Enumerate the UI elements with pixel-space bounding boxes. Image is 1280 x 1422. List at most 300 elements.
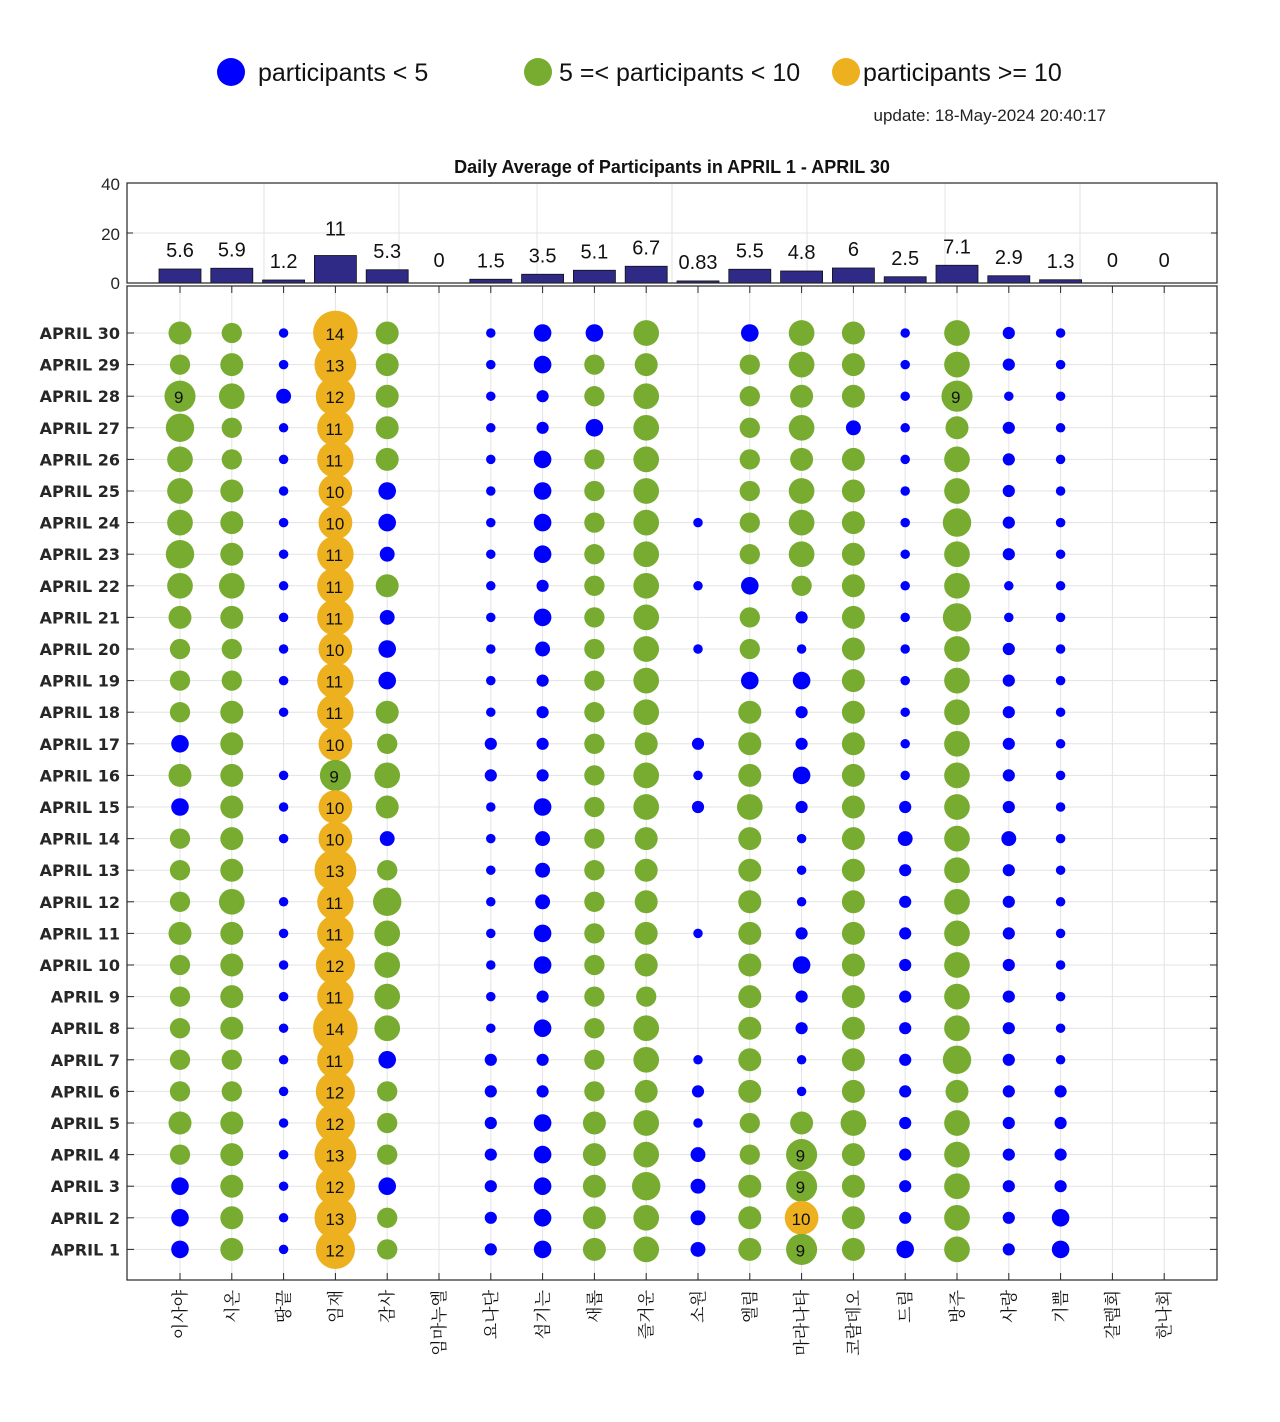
bubble-value-label: 9 [329, 767, 339, 787]
bubble-즐거운-APRIL-3 [632, 1172, 660, 1200]
bubble-섬기는-APRIL-7 [537, 1054, 549, 1066]
bubble-소원-APRIL-22 [693, 581, 703, 591]
bubble-감사-APRIL-14 [380, 831, 395, 846]
bubble-드림-APRIL-11 [899, 927, 911, 939]
bubble-value-label: 13 [325, 1209, 345, 1229]
bubble-땅끝-APRIL-5 [279, 1118, 289, 1128]
bubble-방주-APRIL-18 [944, 699, 970, 725]
bar-즐거운 [625, 266, 667, 283]
bubble-기쁨-APRIL-5 [1055, 1117, 1067, 1129]
bubble-소원-APRIL-20 [693, 644, 703, 654]
bubble-땅끝-APRIL-2 [279, 1213, 289, 1223]
bubble-시온-APRIL-3 [220, 1175, 243, 1198]
bubble-방주-APRIL-23 [944, 541, 970, 567]
bubble-감사-APRIL-23 [380, 547, 395, 562]
bubble-엘림-APRIL-26 [740, 449, 760, 469]
bubble-즐거운-APRIL-8 [633, 1015, 659, 1041]
bubble-기쁨-APRIL-10 [1056, 960, 1066, 970]
bubble-땅끝-APRIL-7 [279, 1055, 289, 1065]
bubble-시온-APRIL-18 [220, 701, 243, 724]
row-label: APRIL 29 [39, 355, 120, 375]
row-label: APRIL 25 [39, 482, 120, 501]
bubble-방주-APRIL-7 [943, 1046, 971, 1074]
bubble-감사-APRIL-11 [374, 921, 400, 947]
bubble-땅끝-APRIL-21 [279, 613, 289, 623]
bubble-요나단-APRIL-19 [486, 676, 496, 686]
bubble-감사-APRIL-10 [374, 952, 400, 978]
row-label: APRIL 11 [39, 924, 120, 944]
bubble-이사야-APRIL-22 [167, 573, 193, 599]
bubble-사랑-APRIL-30 [1003, 327, 1015, 339]
bubble-새롭-APRIL-16 [584, 765, 604, 785]
bubble-코람데오-APRIL-20 [842, 638, 865, 661]
bubble-value-label: 13 [325, 1146, 345, 1166]
bubble-기쁨-APRIL-2 [1052, 1209, 1070, 1227]
bubble-마라나타-APRIL-27 [789, 415, 815, 441]
bubble-드림-APRIL-17 [900, 739, 910, 749]
bubble-즐거운-APRIL-30 [633, 320, 659, 346]
bubble-즐거운-APRIL-9 [636, 986, 656, 1006]
bubble-기쁨-APRIL-21 [1056, 613, 1066, 623]
bubble-섬기는-APRIL-30 [534, 324, 552, 342]
bubble-시온-APRIL-23 [220, 543, 243, 566]
bubble-코람데오-APRIL-3 [842, 1175, 865, 1198]
bubble-섬기는-APRIL-12 [535, 894, 550, 909]
bubble-이사야-APRIL-11 [169, 922, 192, 945]
bubble-사랑-APRIL-5 [1003, 1117, 1015, 1129]
bubble-즐거운-APRIL-12 [635, 890, 658, 913]
bubble-땅끝-APRIL-22 [279, 581, 289, 591]
bubble-드림-APRIL-29 [900, 360, 910, 370]
bubble-chart-grid [127, 286, 1217, 1280]
column-label: 기쁨 [1051, 1290, 1072, 1323]
bubble-섬기는-APRIL-25 [534, 482, 552, 500]
bubble-엘림-APRIL-1 [738, 1238, 761, 1261]
bubble-value-label: 11 [325, 893, 344, 913]
bar-value-label: 6 [847, 239, 859, 261]
bar-chart-y-axis [101, 175, 120, 293]
bubble-value-label: 12 [325, 388, 345, 408]
row-label: APRIL 9 [50, 987, 120, 1007]
bubble-요나단-APRIL-4 [485, 1149, 497, 1161]
bubble-엘림-APRIL-7 [738, 1048, 761, 1071]
bubble-기쁨-APRIL-1 [1052, 1241, 1070, 1259]
bubble-감사-APRIL-25 [378, 482, 396, 500]
update-timestamp: update: 18-May-2024 20:40:17 [873, 106, 1106, 125]
row-label: APRIL 18 [39, 703, 120, 723]
bubble-드림-APRIL-3 [899, 1180, 911, 1192]
bubble-사랑-APRIL-6 [1003, 1085, 1015, 1097]
bubble-드림-APRIL-9 [899, 991, 911, 1003]
bubble-방주-APRIL-12 [944, 889, 970, 915]
bar-감사 [366, 270, 408, 283]
bubble-value-label: 11 [325, 925, 344, 945]
bubble-chart-row-labels [40, 324, 120, 1259]
bubble-코람데오-APRIL-13 [842, 859, 865, 882]
bubble-기쁨-APRIL-8 [1056, 1023, 1066, 1033]
legend-marker-mid [524, 58, 552, 86]
row-label: APRIL 17 [39, 734, 120, 754]
bubble-이사야-APRIL-9 [170, 986, 190, 1006]
bubble-기쁨-APRIL-9 [1056, 992, 1066, 1002]
bubble-요나단-APRIL-22 [486, 581, 496, 591]
legend-label-low: participants < 5 [258, 59, 429, 87]
bubble-새롭-APRIL-6 [584, 1081, 604, 1101]
bubble-코람데오-APRIL-28 [842, 385, 865, 408]
bubble-이사야-APRIL-25 [167, 478, 193, 504]
row-label: APRIL 7 [50, 1050, 120, 1070]
bubble-이사야-APRIL-10 [170, 955, 190, 975]
bubble-새롭-APRIL-17 [584, 734, 604, 754]
column-label: 임마누엘 [430, 1290, 450, 1356]
bubble-series [164, 311, 1069, 1269]
bubble-마라나타-APRIL-13 [797, 865, 807, 875]
bubble-사랑-APRIL-19 [1003, 675, 1015, 687]
bubble-마라나타-APRIL-28 [790, 385, 813, 408]
bubble-방주-APRIL-13 [944, 857, 970, 883]
bubble-섬기는-APRIL-27 [537, 422, 549, 434]
bubble-시온-APRIL-5 [220, 1112, 243, 1135]
bubble-마라나타-APRIL-18 [796, 706, 808, 718]
bubble-드림-APRIL-16 [900, 771, 910, 781]
bubble-마라나타-APRIL-5 [790, 1112, 813, 1135]
bubble-시온-APRIL-1 [220, 1238, 243, 1261]
bubble-소원-APRIL-17 [692, 738, 704, 750]
bubble-땅끝-APRIL-12 [279, 897, 289, 907]
row-label: APRIL 24 [39, 513, 120, 533]
bubble-드림-APRIL-26 [900, 455, 910, 465]
bubble-요나단-APRIL-7 [485, 1054, 497, 1066]
bubble-땅끝-APRIL-15 [279, 802, 289, 812]
bubble-섬기는-APRIL-11 [534, 925, 552, 943]
bubble-사랑-APRIL-17 [1003, 738, 1015, 750]
bubble-땅끝-APRIL-3 [279, 1181, 289, 1191]
bubble-이사야-APRIL-17 [171, 735, 189, 753]
bubble-소원-APRIL-2 [691, 1210, 706, 1225]
bubble-즐거운-APRIL-26 [633, 447, 659, 473]
bubble-요나단-APRIL-6 [485, 1085, 497, 1097]
bar-value-label: 1.2 [269, 251, 298, 273]
bubble-기쁨-APRIL-26 [1056, 455, 1066, 465]
bubble-감사-APRIL-17 [377, 734, 397, 754]
bubble-땅끝-APRIL-27 [279, 423, 289, 433]
bubble-즐거운-APRIL-24 [633, 510, 659, 536]
bubble-이사야-APRIL-14 [170, 828, 190, 848]
bubble-기쁨-APRIL-18 [1056, 707, 1066, 717]
bar-value-label: 5.1 [580, 241, 609, 264]
bubble-시온-APRIL-24 [220, 511, 243, 534]
bubble-이사야-APRIL-29 [170, 354, 190, 374]
bubble-이사야-APRIL-3 [171, 1177, 189, 1195]
bubble-사랑-APRIL-3 [1003, 1180, 1015, 1192]
bubble-방주-APRIL-9 [944, 984, 970, 1010]
bubble-마라나타-APRIL-19 [793, 672, 811, 690]
bubble-사랑-APRIL-7 [1003, 1054, 1015, 1066]
bubble-코람데오-APRIL-22 [842, 574, 865, 597]
bubble-새롭-APRIL-26 [584, 449, 604, 469]
bubble-감사-APRIL-26 [376, 448, 399, 471]
bubble-value-label: 11 [325, 1051, 344, 1071]
bubble-방주-APRIL-1 [944, 1237, 970, 1263]
bubble-마라나타-APRIL-10 [793, 956, 811, 974]
bubble-요나단-APRIL-13 [486, 865, 496, 875]
bubble-드림-APRIL-27 [900, 423, 910, 433]
bubble-엘림-APRIL-28 [740, 386, 760, 406]
bubble-요나단-APRIL-10 [486, 960, 496, 970]
row-label: APRIL 14 [39, 829, 120, 849]
bubble-감사-APRIL-29 [376, 353, 399, 376]
bubble-감사-APRIL-5 [377, 1113, 397, 1133]
bubble-땅끝-APRIL-26 [279, 455, 289, 465]
bubble-소원-APRIL-15 [692, 801, 704, 813]
bubble-드림-APRIL-25 [900, 486, 910, 496]
bubble-사랑-APRIL-23 [1003, 548, 1015, 560]
bar-chart-title: Daily Average of Participants in APRIL 1 - APRIL 30 [454, 157, 890, 177]
bubble-섬기는-APRIL-6 [537, 1085, 549, 1097]
row-label: APRIL 4 [50, 1145, 120, 1165]
column-label: 시온 [222, 1290, 243, 1323]
bubble-요나단-APRIL-1 [485, 1243, 497, 1255]
bubble-코람데오-APRIL-26 [842, 448, 865, 471]
bubble-감사-APRIL-30 [376, 322, 399, 345]
bubble-chart-column-labels [170, 1289, 1175, 1355]
column-label: 즐거운 [637, 1290, 658, 1340]
bubble-방주-APRIL-19 [944, 668, 970, 694]
bubble-드림-APRIL-21 [900, 613, 910, 623]
bubble-마라나타-APRIL-22 [791, 576, 811, 596]
bubble-즐거운-APRIL-22 [633, 573, 659, 599]
bubble-땅끝-APRIL-30 [279, 328, 289, 338]
bubble-감사-APRIL-21 [380, 610, 395, 625]
bubble-드림-APRIL-5 [899, 1117, 911, 1129]
bar-value-label: 1.3 [1046, 250, 1075, 273]
bubble-이사야-APRIL-16 [169, 764, 192, 787]
bubble-기쁨-APRIL-22 [1056, 581, 1066, 591]
bubble-새롭-APRIL-9 [584, 986, 604, 1006]
bubble-사랑-APRIL-18 [1003, 706, 1015, 718]
bubble-즐거운-APRIL-28 [633, 383, 659, 409]
bar-value-label: 2.9 [994, 246, 1023, 269]
bubble-땅끝-APRIL-28 [276, 389, 291, 404]
bubble-감사-APRIL-13 [377, 860, 397, 880]
bubble-엘림-APRIL-5 [740, 1113, 760, 1133]
bubble-감사-APRIL-19 [378, 672, 396, 690]
bubble-새롭-APRIL-2 [583, 1206, 606, 1229]
bubble-새롭-APRIL-10 [584, 955, 604, 975]
bubble-방주-APRIL-22 [944, 573, 970, 599]
bubble-코람데오-APRIL-12 [842, 890, 865, 913]
bubble-이사야-APRIL-27 [166, 414, 194, 442]
bubble-요나단-APRIL-21 [486, 613, 496, 623]
bubble-value-label: 10 [325, 641, 345, 660]
bubble-섬기는-APRIL-28 [537, 390, 549, 402]
bubble-엘림-APRIL-20 [740, 639, 760, 659]
bubble-소원-APRIL-7 [693, 1055, 703, 1065]
bubble-요나단-APRIL-30 [486, 328, 496, 338]
bubble-시온-APRIL-7 [222, 1050, 242, 1070]
bubble-마라나타-APRIL-24 [789, 510, 815, 536]
bubble-요나단-APRIL-26 [486, 455, 496, 465]
bar-엘림 [729, 269, 771, 283]
bubble-사랑-APRIL-8 [1003, 1022, 1015, 1034]
bubble-섬기는-APRIL-17 [537, 738, 549, 750]
bubble-요나단-APRIL-11 [486, 929, 496, 939]
row-label: APRIL 5 [50, 1114, 120, 1133]
bubble-요나단-APRIL-16 [485, 769, 497, 781]
bubble-땅끝-APRIL-20 [279, 644, 289, 654]
bubble-value-label: 10 [791, 1209, 811, 1229]
bubble-사랑-APRIL-1 [1003, 1243, 1015, 1255]
row-label: APRIL 12 [39, 892, 120, 912]
bubble-사랑-APRIL-25 [1003, 485, 1015, 497]
bubble-즐거운-APRIL-16 [633, 763, 659, 789]
bubble-value-label: 10 [325, 799, 345, 818]
bubble-마라나타-APRIL-26 [790, 448, 813, 471]
bubble-사랑-APRIL-14 [1001, 831, 1016, 846]
bubble-시온-APRIL-19 [222, 670, 242, 690]
row-label: APRIL 23 [39, 545, 120, 565]
bubble-새롭-APRIL-29 [584, 354, 604, 374]
bubble-즐거운-APRIL-6 [635, 1080, 658, 1103]
bubble-마라나타-APRIL-30 [789, 320, 815, 346]
bubble-기쁨-APRIL-11 [1056, 929, 1066, 939]
bubble-코람데오-APRIL-29 [842, 353, 865, 376]
bubble-방주-APRIL-27 [946, 416, 969, 439]
bubble-요나단-APRIL-12 [486, 897, 496, 907]
bubble-섬기는-APRIL-10 [534, 956, 552, 974]
bubble-value-label: 9 [795, 1178, 806, 1198]
bubble-즐거운-APRIL-25 [633, 478, 659, 504]
bubble-요나단-APRIL-5 [485, 1117, 497, 1129]
bubble-요나단-APRIL-28 [486, 391, 496, 401]
bubble-섬기는-APRIL-20 [535, 642, 550, 657]
bar-이사야 [159, 269, 201, 283]
bubble-드림-APRIL-19 [900, 676, 910, 686]
bubble-땅끝-APRIL-18 [279, 707, 289, 717]
bubble-value-label: 11 [325, 451, 344, 471]
bubble-이사야-APRIL-20 [170, 639, 190, 659]
column-label: 이사야 [171, 1290, 191, 1340]
bubble-이사야-APRIL-7 [170, 1050, 190, 1070]
bubble-코람데오-APRIL-15 [842, 796, 865, 819]
bubble-방주-APRIL-25 [944, 478, 970, 504]
bubble-새롭-APRIL-7 [584, 1050, 604, 1070]
bubble-새롭-APRIL-14 [584, 828, 604, 848]
bubble-마라나타-APRIL-25 [789, 478, 815, 504]
bubble-엘림-APRIL-8 [738, 1017, 761, 1040]
bar-value-label: 3.5 [528, 245, 557, 268]
bubble-감사-APRIL-28 [376, 385, 399, 408]
bubble-엘림-APRIL-23 [740, 544, 760, 564]
column-label: 코람데오 [844, 1290, 865, 1356]
bar-value-label: 5.6 [166, 240, 194, 262]
bubble-즐거운-APRIL-20 [633, 636, 659, 662]
bubble-사랑-APRIL-11 [1003, 927, 1015, 939]
row-label: APRIL 15 [39, 798, 120, 817]
bubble-방주-APRIL-24 [943, 508, 971, 536]
row-label: APRIL 28 [39, 387, 120, 407]
bubble-새롭-APRIL-11 [584, 923, 604, 943]
bubble-즐거운-APRIL-29 [635, 353, 658, 376]
bubble-드림-APRIL-12 [899, 896, 911, 908]
bubble-마라나타-APRIL-14 [797, 834, 807, 844]
bubble-섬기는-APRIL-3 [534, 1177, 552, 1195]
bubble-코람데오-APRIL-9 [842, 985, 865, 1008]
bubble-기쁨-APRIL-19 [1056, 676, 1066, 686]
bubble-value-label: 12 [325, 1241, 345, 1261]
bar-value-label: 5.5 [735, 240, 764, 263]
row-label: APRIL 10 [39, 956, 120, 975]
bubble-방주-APRIL-11 [944, 921, 970, 947]
bubble-드림-APRIL-4 [899, 1149, 911, 1161]
column-label: 마라나타 [792, 1290, 813, 1356]
bubble-기쁨-APRIL-15 [1056, 802, 1066, 812]
bubble-방주-APRIL-6 [946, 1080, 969, 1103]
bubble-섬기는-APRIL-8 [534, 1019, 552, 1037]
bubble-드림-APRIL-8 [899, 1022, 911, 1034]
bubble-드림-APRIL-28 [900, 391, 910, 401]
bubble-사랑-APRIL-4 [1003, 1149, 1015, 1161]
bubble-소원-APRIL-5 [693, 1118, 703, 1128]
bubble-드림-APRIL-6 [899, 1085, 911, 1097]
bubble-엘림-APRIL-19 [741, 672, 759, 690]
bubble-이사야-APRIL-6 [170, 1081, 190, 1101]
bubble-감사-APRIL-12 [373, 888, 401, 916]
bubble-땅끝-APRIL-29 [279, 360, 289, 370]
bubble-요나단-APRIL-20 [486, 644, 496, 654]
bubble-소원-APRIL-6 [692, 1085, 704, 1097]
bubble-시온-APRIL-4 [220, 1143, 243, 1166]
bubble-방주-APRIL-5 [944, 1110, 970, 1136]
bubble-코람데오-APRIL-11 [842, 922, 865, 945]
bubble-기쁨-APRIL-17 [1056, 739, 1066, 749]
bubble-요나단-APRIL-17 [485, 738, 497, 750]
bubble-기쁨-APRIL-12 [1056, 897, 1066, 907]
bubble-감사-APRIL-27 [376, 416, 399, 439]
bubble-즐거운-APRIL-21 [633, 605, 659, 631]
bubble-땅끝-APRIL-6 [279, 1087, 289, 1097]
bubble-사랑-APRIL-27 [1003, 422, 1015, 434]
bar-value-label: 7.1 [943, 236, 971, 259]
bubble-즐거운-APRIL-7 [633, 1047, 659, 1073]
bubble-이사야-APRIL-5 [169, 1112, 192, 1135]
bubble-요나단-APRIL-8 [486, 1023, 496, 1033]
bubble-value-label: 12 [325, 1178, 345, 1198]
bubble-드림-APRIL-18 [900, 707, 910, 717]
bubble-소원-APRIL-1 [691, 1242, 706, 1257]
row-label: APRIL 16 [39, 766, 120, 786]
bubble-시온-APRIL-2 [220, 1206, 243, 1229]
bubble-땅끝-APRIL-16 [279, 771, 289, 781]
bubble-코람데오-APRIL-27 [846, 420, 861, 435]
bubble-value-label: 12 [325, 1115, 345, 1134]
bubble-엘림-APRIL-29 [740, 354, 760, 374]
bar-새롭 [573, 270, 615, 283]
bubble-사랑-APRIL-22 [1004, 581, 1014, 591]
bubble-시온-APRIL-21 [220, 606, 243, 629]
bar-value-label: 2.5 [891, 247, 920, 270]
bubble-코람데오-APRIL-7 [842, 1048, 865, 1071]
bubble-이사야-APRIL-1 [171, 1241, 189, 1259]
bubble-땅끝-APRIL-23 [279, 549, 289, 559]
bubble-땅끝-APRIL-1 [279, 1245, 289, 1255]
bubble-섬기는-APRIL-14 [535, 831, 550, 846]
bubble-즐거운-APRIL-14 [635, 827, 658, 850]
bubble-마라나타-APRIL-11 [796, 927, 808, 939]
bubble-새롭-APRIL-15 [584, 797, 604, 817]
legend-label-high: participants >= 10 [863, 59, 1062, 87]
bubble-사랑-APRIL-26 [1003, 453, 1015, 465]
